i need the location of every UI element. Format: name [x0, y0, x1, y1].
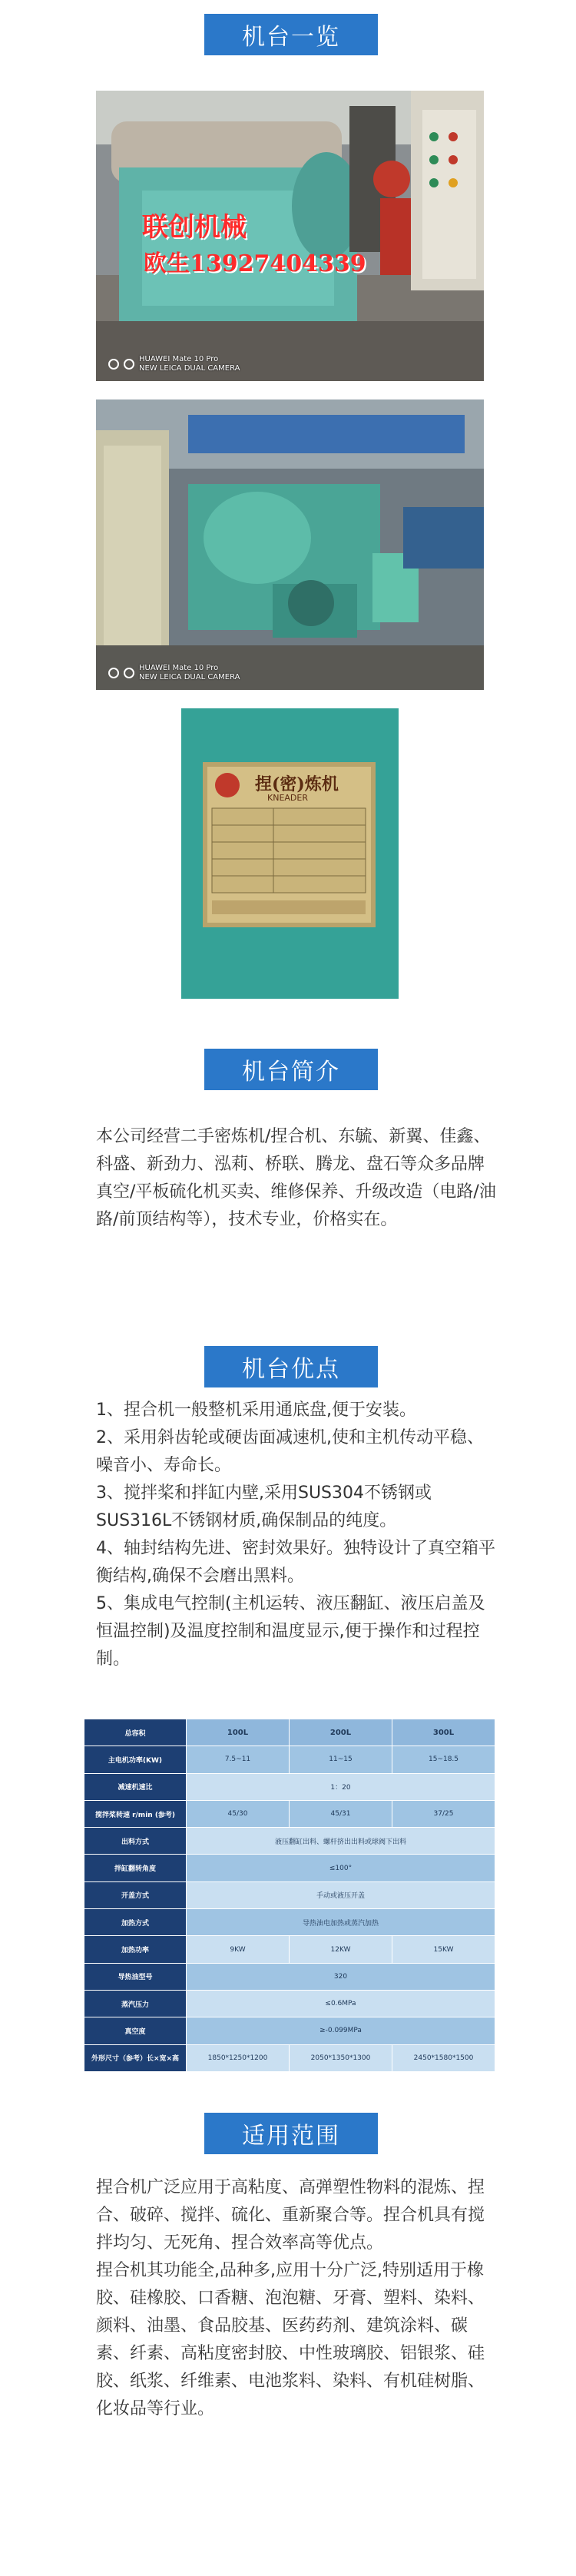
table-cell-label: 加热功率 — [84, 1936, 187, 1963]
table-cell: 45/31 — [290, 1800, 392, 1827]
camera-model: HUAWEI Mate 10 Pro — [139, 664, 219, 672]
table-cell: 37/25 — [392, 1800, 495, 1827]
table-cell: 7.5~11 — [187, 1746, 290, 1773]
table-cell: 液压翻缸出料、螺杆挤出出料或球阀下出料 — [187, 1828, 495, 1855]
lens-icon — [124, 668, 134, 678]
table-row — [84, 1881, 495, 1908]
scope-paragraph: 捏合机其功能全,品种多,应用十分广泛,特别适用于橡胶、硅橡胶、口香糖、泡泡糖、牙膏、塑料、染料、颜料、油墨、食品胶基、医药药剂、建筑涂料、碳素、纤素、高粘度密封胶、中性玻璃胶、铝银浆、硅胶、纸浆、纤维素、电池浆料、染料、有机硅树脂、化妆品等行业。 — [96, 2261, 485, 2419]
table-cell-label: 加热方式 — [84, 1909, 187, 1936]
table-cell: ≤0.6MPa — [187, 1990, 495, 2017]
table-cell: ≥-0.099MPa — [187, 2017, 495, 2044]
table-cell-label: 开盖方式 — [84, 1881, 187, 1908]
table-cell: 11~15 — [290, 1746, 392, 1773]
section-title-intro: 机台简介 — [204, 1049, 378, 1090]
table-cell: 320 — [187, 1963, 495, 1990]
lens-icon — [108, 668, 119, 678]
nameplate-subtitle: KNEADER — [267, 793, 308, 803]
camera-tagline: NEW LEICA DUAL CAMERA — [139, 364, 240, 373]
table-row — [84, 1773, 495, 1800]
table-cell-label: 拌缸翻转角度 — [84, 1855, 187, 1881]
table-row — [84, 1719, 495, 1746]
advantage-item: 4、轴封结构先进、密封效果好。独特设计了真空箱平衡结构,确保不会磨出黑料。 — [96, 1539, 495, 1586]
table-cell: 100L — [187, 1719, 290, 1746]
table-cell-label: 蒸汽压力 — [84, 1990, 187, 2017]
scope-paragraph: 捏合机广泛应用于高粘度、高弹塑性物料的混炼、捏合、破碎、搅拌、硫化、重新聚合等。捏合机具有搅拌均匀、无死角、捏合效率高等优点。 — [96, 2178, 485, 2253]
table-cell-label: 减速机速比 — [84, 1773, 187, 1800]
intro-paragraph: 本公司经营二手密炼机/捏合机、东毓、新翼、佳鑫、科盛、新劲力、泓莉、桥联、腾龙、盘石等众多品牌真空/平板硫化机买卖、维修保养、升级改造（电路/油路/前顶结构等），技术专业，价格实在。 — [96, 1127, 496, 1229]
machine-photo-2-image — [96, 399, 484, 690]
table-cell-label: 搅拌桨转速 r/min (参考) — [84, 1800, 187, 1827]
table-row — [84, 1828, 495, 1855]
table-cell: 导热油电加热或蒸汽加热 — [187, 1909, 495, 1936]
table-cell: 1：20 — [187, 1773, 495, 1800]
advantages-list — [96, 1397, 499, 1673]
section-title-overview: 机台一览 — [204, 14, 378, 55]
table-cell: 15KW — [392, 1936, 495, 1963]
table-cell: 300L — [392, 1719, 495, 1746]
camera-model: HUAWEI Mate 10 Pro — [139, 355, 219, 363]
spec-table — [84, 1719, 495, 2072]
table-cell-label: 外形尺寸（参考）长×宽×高 — [84, 2044, 187, 2071]
table-cell: ≤100° — [187, 1855, 495, 1881]
table-row — [84, 1855, 495, 1881]
table-row — [84, 2017, 495, 2044]
nameplate-title: 捏(密)炼机 — [255, 774, 339, 794]
advantage-item: 3、搅拌桨和拌缸内壁,采用SUS304不锈钢或SUS316L不锈钢材质,确保制品的纯度。 — [96, 1484, 432, 1530]
camera-watermark — [108, 355, 240, 373]
table-cell: 9KW — [187, 1936, 290, 1963]
table-cell-label: 主电机功率(KW) — [84, 1746, 187, 1773]
contact-watermark: 欧生13927404339 — [144, 250, 366, 277]
table-row — [84, 1909, 495, 1936]
nameplate-photo — [181, 708, 399, 999]
lens-icon — [108, 359, 119, 370]
camera-watermark — [108, 664, 240, 682]
table-row — [84, 1990, 495, 2017]
table-row — [84, 1963, 495, 1990]
table-cell: 12KW — [290, 1936, 392, 1963]
advantage-item: 1、捏合机一般整机采用通底盘,便于安装。 — [96, 1401, 416, 1420]
brand-watermark: 联创机械 — [142, 212, 247, 243]
machine-photo-2 — [96, 399, 484, 690]
section-title-scope: 适用范围 — [204, 2113, 378, 2154]
table-cell: 15~18.5 — [392, 1746, 495, 1773]
table-cell: 2050*1350*1300 — [290, 2044, 392, 2071]
table-cell-label: 导热油型号 — [84, 1963, 187, 1990]
table-cell-label: 总容积 — [84, 1719, 187, 1746]
table-cell: 手动或液压开盖 — [187, 1881, 495, 1908]
table-cell-label: 出料方式 — [84, 1828, 187, 1855]
table-row — [84, 1800, 495, 1827]
table-row — [84, 1746, 495, 1773]
nameplate-photo-image — [181, 708, 399, 999]
section-title-advantages: 机台优点 — [204, 1346, 378, 1387]
advantage-item: 5、集成电气控制(主机运转、液压翻缸、液压启盖及恒温控制)及温度控制和温度显示,便于操作和过程控制。 — [96, 1594, 485, 1669]
table-row — [84, 2044, 495, 2071]
table-cell-label: 真空度 — [84, 2017, 187, 2044]
advantage-item: 2、采用斜齿轮或硬齿面减速机,使和主机传动平稳、噪音小、寿命长。 — [96, 1428, 484, 1475]
scope-text — [96, 2174, 499, 2423]
table-cell: 2450*1580*1500 — [392, 2044, 495, 2071]
table-cell: 200L — [290, 1719, 392, 1746]
table-cell: 1850*1250*1200 — [187, 2044, 290, 2071]
lens-icon — [124, 359, 134, 370]
table-cell: 45/30 — [187, 1800, 290, 1827]
machine-photo-1 — [96, 91, 484, 381]
table-row — [84, 1936, 495, 1963]
camera-tagline: NEW LEICA DUAL CAMERA — [139, 673, 240, 681]
